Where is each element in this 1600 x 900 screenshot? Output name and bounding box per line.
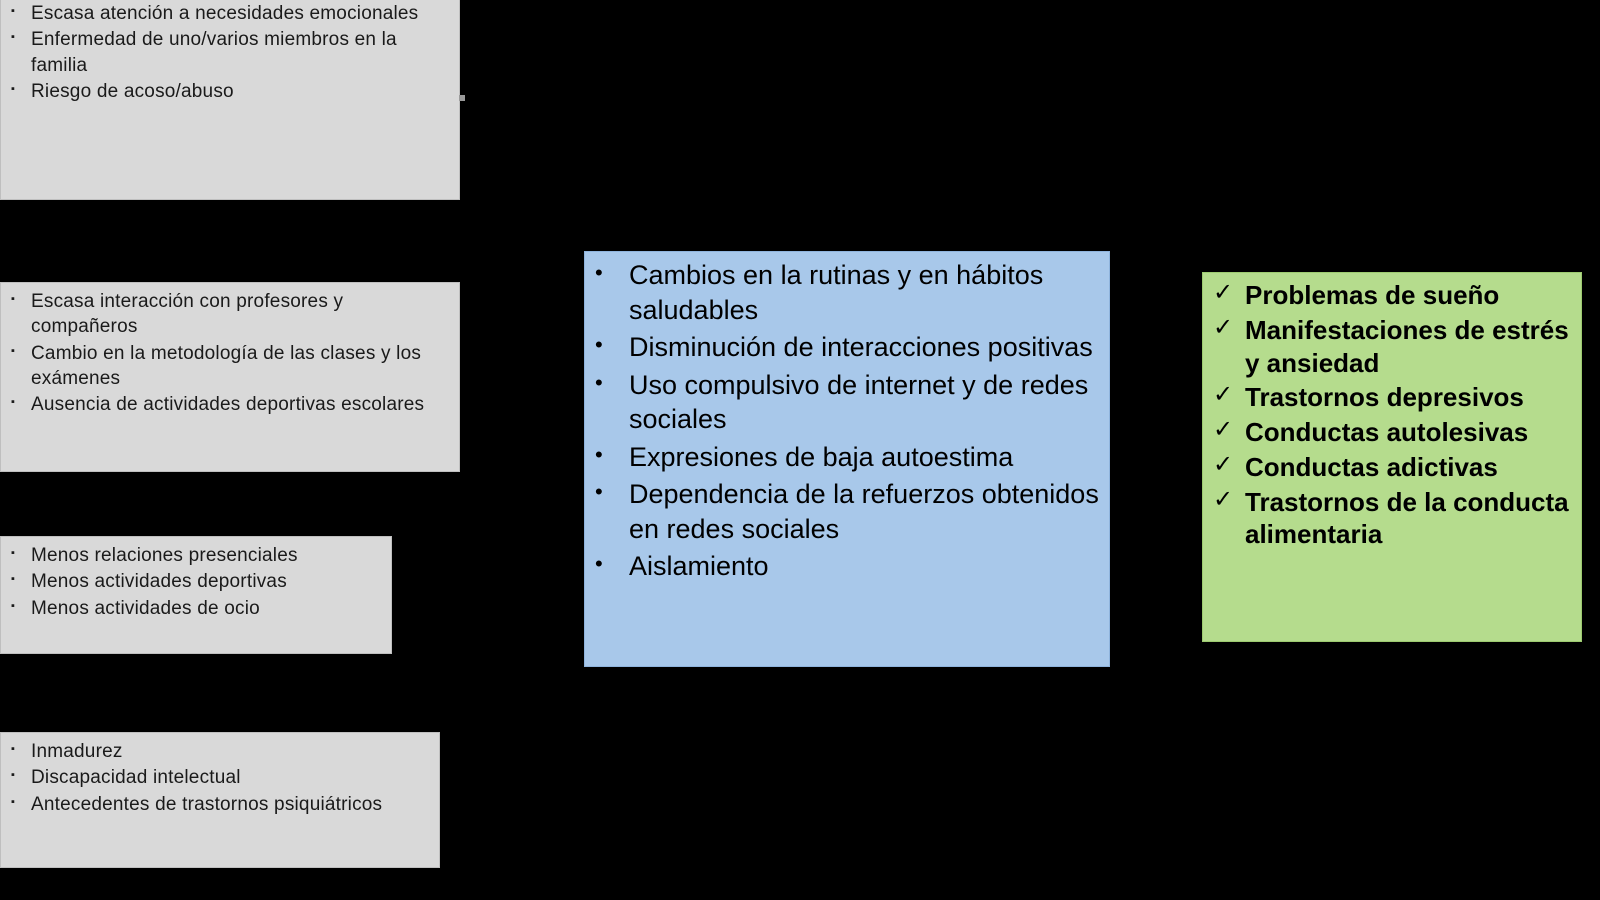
list-item-label: Menos actividades deportivas (31, 571, 287, 593)
social-risk-factors-box (0, 536, 392, 654)
check-icon: ✓ (1213, 279, 1234, 306)
list-item (1213, 451, 1571, 484)
bullet-icon: ▪ (11, 769, 16, 782)
bullet-icon: ▪ (11, 31, 16, 44)
list-item-label: Manifestaciones de estrés y ansiedad (1245, 314, 1569, 378)
list-item (595, 477, 1099, 546)
list-item (595, 368, 1099, 437)
list-item (11, 79, 449, 104)
list-item-label: Aislamiento (629, 551, 769, 582)
bullet-icon: ▪ (11, 573, 16, 586)
bullet-icon: • (595, 332, 603, 358)
list-item-label: Cambios en la rutinas y en hábitos saludables (629, 260, 1044, 325)
list-item (11, 739, 429, 764)
family-risk-factors-box (0, 0, 460, 200)
list-item (595, 440, 1099, 475)
check-icon: ✓ (1213, 416, 1234, 443)
list-item-label: Expresiones de baja autoestima (629, 441, 1014, 472)
bullet-icon: • (595, 260, 603, 285)
school-risk-factors-list (11, 289, 449, 417)
school-risk-factors-box (0, 282, 460, 472)
list-item (1213, 314, 1571, 380)
check-icon: ✓ (1213, 313, 1234, 341)
family-risk-factors-list (11, 1, 449, 104)
check-icon: ✓ (1213, 450, 1234, 478)
list-item (11, 765, 429, 790)
list-item-label: Uso compulsivo de internet y de redes sociales (629, 369, 1089, 435)
bullet-icon: ▪ (11, 795, 16, 808)
list-item-label: Inmadurez (31, 741, 123, 762)
list-item-label: Menos actividades de ocio (31, 597, 260, 619)
list-item (1213, 486, 1571, 552)
list-item (595, 258, 1099, 327)
individual-risk-factors-list (11, 739, 429, 817)
list-item (595, 330, 1099, 365)
list-item-label: Ausencia de actividades deportivas escolares (31, 394, 425, 416)
list-item (11, 392, 449, 417)
bullet-icon: • (595, 479, 603, 505)
bullet-icon: ▪ (11, 599, 16, 612)
bullet-icon: ▪ (11, 5, 16, 17)
list-item-label: Enfermedad de uno/varios miembros en la familia (31, 29, 397, 76)
list-item-label: Menos relaciones presenciales (31, 545, 298, 566)
clinical-outcomes-list (1213, 279, 1571, 551)
list-item-label: Trastornos de la conducta alimentaria (1245, 486, 1569, 550)
list-item-label: Antecedentes de trastornos psiquiátricos (31, 793, 383, 815)
bullet-icon: ▪ (11, 743, 16, 755)
list-item (1213, 279, 1571, 312)
list-item-label: Trastornos depresivos (1245, 382, 1524, 413)
behavioural-changes-box (584, 251, 1110, 667)
bullet-icon: ▪ (11, 82, 16, 95)
bullet-icon: • (595, 441, 603, 467)
bullet-icon: ▪ (11, 344, 16, 357)
list-item (11, 569, 381, 594)
social-risk-factors-list (11, 543, 381, 621)
bullet-icon: ▪ (11, 396, 16, 409)
list-item-label: Cambio en la metodología de las clases y los exámenes (31, 342, 422, 389)
connector-nub (459, 95, 465, 101)
list-item (1213, 416, 1571, 449)
bullet-icon: ▪ (11, 293, 16, 305)
list-item-label: Riesgo de acoso/abuso (31, 80, 234, 102)
behavioural-changes-list (595, 258, 1099, 584)
bullet-icon: • (595, 551, 603, 577)
list-item-label: Disminución de interacciones positivas (629, 332, 1093, 363)
check-icon: ✓ (1213, 485, 1234, 513)
list-item-label: Discapacidad intelectual (31, 767, 241, 789)
list-item-label: Escasa interacción con profesores y compañeros (31, 291, 344, 338)
check-icon: ✓ (1213, 381, 1234, 409)
list-item-label: Conductas adictivas (1245, 451, 1498, 482)
list-item (11, 792, 429, 817)
bullet-icon: ▪ (11, 547, 16, 559)
list-item (11, 1, 449, 26)
list-item (1213, 381, 1571, 414)
list-item (11, 27, 449, 78)
bullet-icon: • (595, 369, 603, 395)
list-item (11, 596, 381, 621)
list-item-label: Problemas de sueño (1245, 280, 1500, 310)
list-item-label: Conductas autolesivas (1245, 417, 1529, 447)
individual-risk-factors-box (0, 732, 440, 868)
clinical-outcomes-box (1202, 272, 1582, 642)
list-item (595, 549, 1099, 584)
list-item (11, 341, 449, 392)
list-item (11, 289, 449, 340)
list-item-label: Dependencia de la refuerzos obtenidos en redes sociales (629, 479, 1099, 544)
list-item-label: Escasa atención a necesidades emocionales (31, 3, 419, 24)
list-item (11, 543, 381, 568)
